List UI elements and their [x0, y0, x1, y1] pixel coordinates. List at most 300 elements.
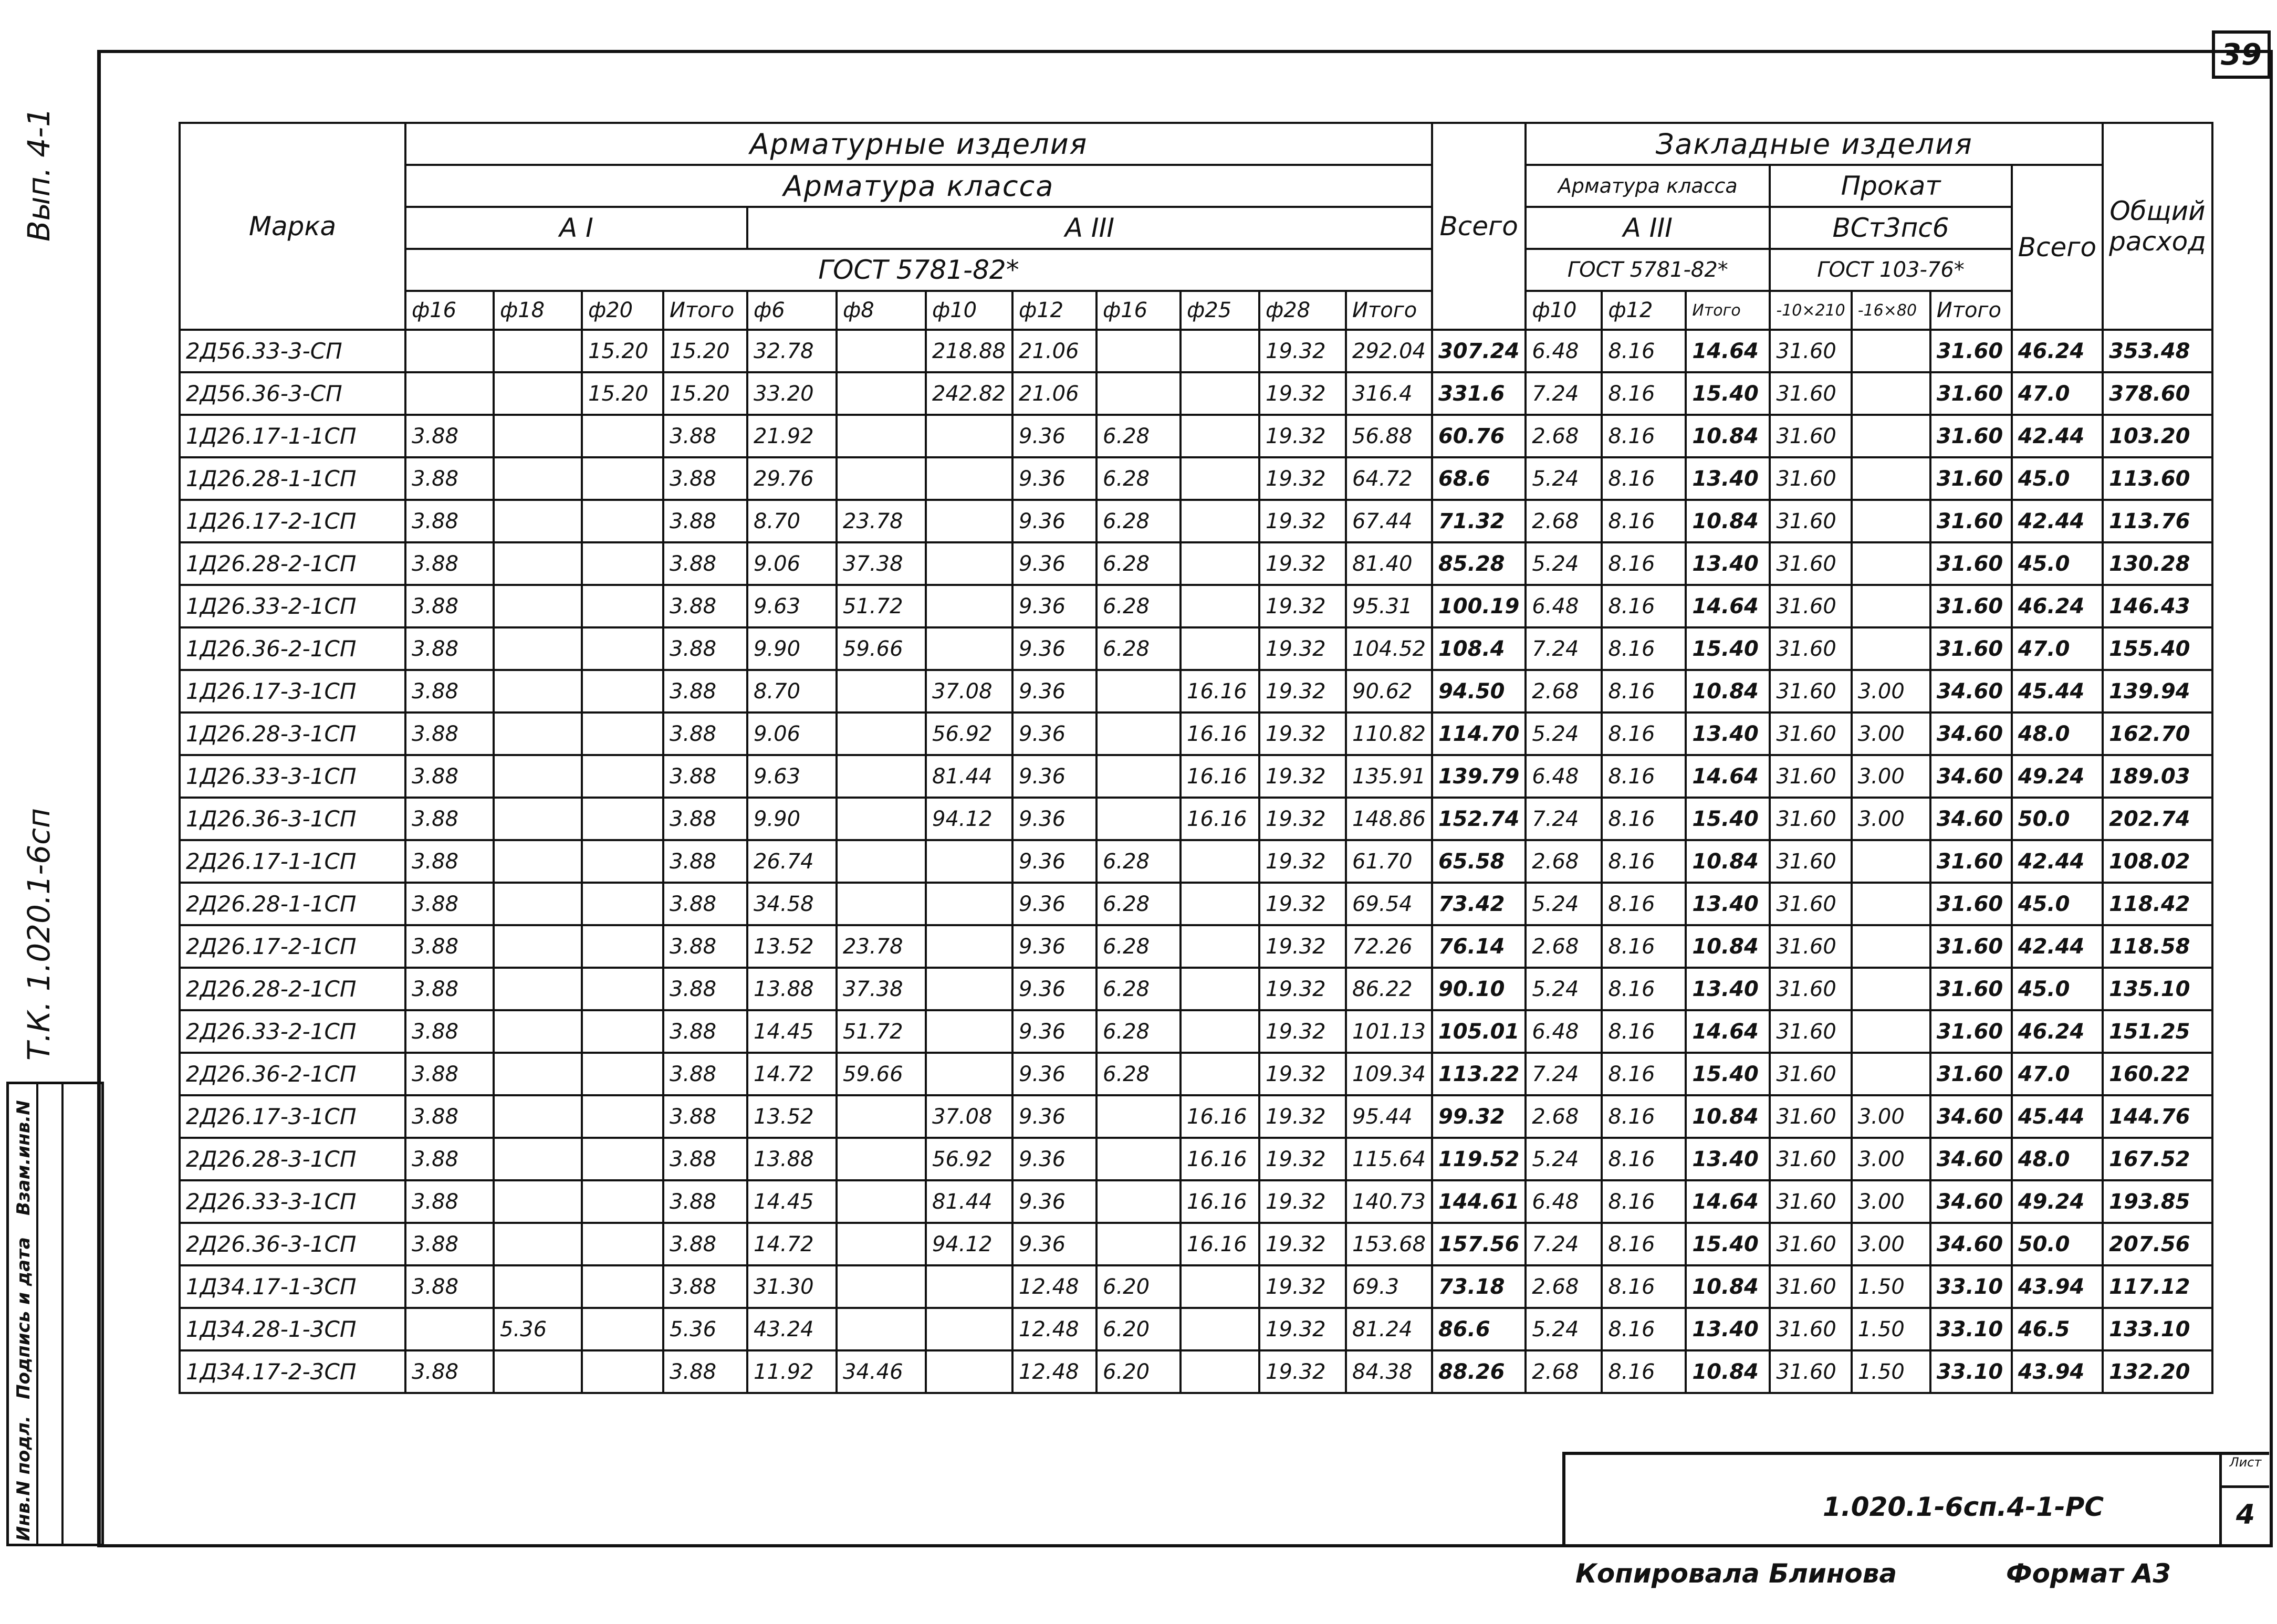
table-cell: 86.6 — [1432, 1308, 1526, 1350]
table-cell — [837, 1180, 926, 1223]
table-cell: 13.88 — [747, 1138, 837, 1180]
diameter-header: ф12 — [1012, 291, 1096, 330]
table-cell: 31.60 — [1770, 1138, 1851, 1180]
table-cell: 19.32 — [1259, 627, 1346, 670]
table-cell — [1852, 627, 1930, 670]
table-cell — [1852, 925, 1930, 968]
header-reinforcement-class-e: Арматура класса — [1526, 165, 1770, 207]
table-cell: 19.32 — [1259, 925, 1346, 968]
table-cell — [1096, 1180, 1181, 1223]
row-mark: 1Д34.17-2-3СП — [180, 1350, 405, 1393]
table-cell: 5.24 — [1526, 1138, 1602, 1180]
table-cell — [926, 627, 1012, 670]
table-cell: 189.03 — [2103, 755, 2212, 798]
diameter-header: ф28 — [1259, 291, 1346, 330]
table-cell — [1852, 883, 1930, 925]
table-cell — [582, 755, 663, 798]
diameter-header: ф10 — [1526, 291, 1602, 330]
table-cell — [582, 1180, 663, 1223]
table-cell — [837, 670, 926, 713]
table-cell: 42.44 — [2012, 925, 2103, 968]
table-cell: 9.36 — [1012, 713, 1096, 755]
table-cell — [494, 1095, 582, 1138]
table-cell: 117.12 — [2103, 1265, 2212, 1308]
table-cell: 6.48 — [1526, 585, 1602, 627]
table-cell: 16.16 — [1181, 670, 1259, 713]
table-cell: 3.88 — [405, 542, 494, 585]
table-row — [180, 1350, 2212, 1393]
table-cell — [926, 968, 1012, 1010]
table-cell: 14.64 — [1686, 1010, 1770, 1053]
table-cell: 10.84 — [1686, 1095, 1770, 1138]
table-cell — [1181, 925, 1259, 968]
table-cell: 108.4 — [1432, 627, 1526, 670]
header-class-aiii-e: А III — [1526, 207, 1770, 249]
table-cell: 7.24 — [1526, 627, 1602, 670]
table-cell: 37.38 — [837, 968, 926, 1010]
table-cell: 47.0 — [2012, 372, 2103, 415]
table-cell: 9.36 — [1012, 1223, 1096, 1265]
table-cell: 8.16 — [1602, 1180, 1686, 1223]
table-cell — [926, 415, 1012, 457]
table-cell — [494, 542, 582, 585]
table-cell: 8.16 — [1602, 798, 1686, 840]
table-cell — [494, 1265, 582, 1308]
table-cell — [1852, 372, 1930, 415]
table-cell: 6.48 — [1526, 1010, 1602, 1053]
diameter-header: Итого — [1930, 291, 2012, 330]
row-mark: 1Д34.17-1-3СП — [180, 1265, 405, 1308]
table-cell: 31.60 — [1770, 585, 1851, 627]
table-cell: 3.00 — [1852, 755, 1930, 798]
table-cell: 15.40 — [1686, 627, 1770, 670]
table-cell: 8.16 — [1602, 1053, 1686, 1095]
diameter-header-row — [180, 291, 2212, 330]
table-cell: 13.40 — [1686, 883, 1770, 925]
table-cell — [582, 627, 663, 670]
table-cell — [582, 1350, 663, 1393]
table-cell: 86.22 — [1346, 968, 1432, 1010]
diameter-header: ф25 — [1181, 291, 1259, 330]
side-label-series: Т.К. 1.020.1-6сп — [21, 808, 57, 1061]
table-cell — [494, 798, 582, 840]
table-cell: 31.60 — [1930, 585, 2012, 627]
table-cell: 3.88 — [405, 1138, 494, 1180]
table-cell: 37.38 — [837, 542, 926, 585]
table-cell: 3.88 — [405, 755, 494, 798]
table-row — [180, 1095, 2212, 1138]
table-cell: 15.40 — [1686, 372, 1770, 415]
table-cell — [494, 1350, 582, 1393]
table-cell: 105.01 — [1432, 1010, 1526, 1053]
table-cell: 19.32 — [1259, 840, 1346, 883]
table-cell: 16.16 — [1181, 1095, 1259, 1138]
table-cell: 160.22 — [2103, 1053, 2212, 1095]
table-cell: 14.64 — [1686, 1180, 1770, 1223]
table-cell: 73.42 — [1432, 883, 1526, 925]
table-cell: 15.40 — [1686, 798, 1770, 840]
table-cell: 144.76 — [2103, 1095, 2212, 1138]
table-cell: 31.60 — [1930, 840, 2012, 883]
diameter-header: ф18 — [494, 291, 582, 330]
table-row — [180, 713, 2212, 755]
table-cell: 29.76 — [747, 457, 837, 500]
table-cell: 19.32 — [1259, 1223, 1346, 1265]
table-cell: 7.24 — [1526, 372, 1602, 415]
diameter-header: Итого — [663, 291, 747, 330]
table-cell: 31.60 — [1930, 500, 2012, 542]
table-cell: 353.48 — [2103, 330, 2212, 372]
table-cell: 19.32 — [1259, 330, 1346, 372]
table-cell: 31.60 — [1770, 883, 1851, 925]
table-cell: 3.00 — [1852, 1223, 1930, 1265]
table-cell: 13.40 — [1686, 1138, 1770, 1180]
diameter-header: ф12 — [1602, 291, 1686, 330]
table-cell: 34.58 — [747, 883, 837, 925]
table-cell: 42.44 — [2012, 500, 2103, 542]
table-cell: 3.88 — [663, 585, 747, 627]
table-cell: 8.16 — [1602, 372, 1686, 415]
table-header — [180, 123, 2212, 330]
table-cell: 76.14 — [1432, 925, 1526, 968]
table-cell: 8.16 — [1602, 755, 1686, 798]
table-cell: 99.32 — [1432, 1095, 1526, 1138]
table-cell: 6.28 — [1096, 883, 1181, 925]
table-cell: 153.68 — [1346, 1223, 1432, 1265]
table-cell — [926, 1053, 1012, 1095]
table-cell: 307.24 — [1432, 330, 1526, 372]
table-cell: 15.20 — [582, 372, 663, 415]
table-cell — [1181, 968, 1259, 1010]
diameter-header: -10×210 — [1770, 291, 1851, 330]
table-cell: 8.16 — [1602, 415, 1686, 457]
table-cell — [1181, 500, 1259, 542]
table-cell: 3.88 — [663, 840, 747, 883]
table-cell — [582, 1053, 663, 1095]
table-cell: 31.60 — [1930, 330, 2012, 372]
table-cell: 6.48 — [1526, 1180, 1602, 1223]
table-row — [180, 1180, 2212, 1223]
table-cell — [1181, 372, 1259, 415]
stamp-label-inv: Инв.N подл. — [13, 1416, 34, 1541]
table-cell: 23.78 — [837, 925, 926, 968]
table-cell: 3.00 — [1852, 1138, 1930, 1180]
table-cell: 42.44 — [2012, 840, 2103, 883]
table-cell — [926, 1010, 1012, 1053]
table-cell — [582, 542, 663, 585]
table-cell: 9.36 — [1012, 500, 1096, 542]
table-cell — [494, 1053, 582, 1095]
table-cell: 31.60 — [1930, 883, 2012, 925]
table-cell: 110.82 — [1346, 713, 1432, 755]
title-block — [1562, 1452, 2269, 1544]
table-cell — [1852, 585, 1930, 627]
table-body — [180, 330, 2212, 1393]
table-cell: 67.44 — [1346, 500, 1432, 542]
table-cell: 3.88 — [663, 542, 747, 585]
table-cell: 16.16 — [1181, 798, 1259, 840]
table-cell: 6.28 — [1096, 968, 1181, 1010]
table-cell: 69.3 — [1346, 1265, 1432, 1308]
table-cell: 139.79 — [1432, 755, 1526, 798]
row-mark: 1Д26.36-2-1СП — [180, 627, 405, 670]
table-cell: 19.32 — [1259, 1138, 1346, 1180]
table-row — [180, 1308, 2212, 1350]
table-cell: 3.88 — [405, 1180, 494, 1223]
table-cell: 9.06 — [747, 542, 837, 585]
table-cell: 9.36 — [1012, 755, 1096, 798]
table-cell: 31.60 — [1770, 925, 1851, 968]
table-row — [180, 798, 2212, 840]
table-row — [180, 1265, 2212, 1308]
format-label: Формат А3 — [2006, 1558, 2171, 1589]
header-total-e: Всего — [2012, 165, 2103, 330]
table-cell: 47.0 — [2012, 1053, 2103, 1095]
table-cell: 46.5 — [2012, 1308, 2103, 1350]
table-cell: 19.32 — [1259, 755, 1346, 798]
table-cell — [582, 883, 663, 925]
table-cell: 8.16 — [1602, 585, 1686, 627]
table-cell: 31.60 — [1770, 500, 1851, 542]
table-cell: 31.60 — [1770, 415, 1851, 457]
table-cell: 73.18 — [1432, 1265, 1526, 1308]
approval-stamp — [6, 1082, 104, 1546]
table-cell: 9.63 — [747, 585, 837, 627]
page-number: 39 — [2212, 30, 2271, 79]
table-cell: 49.24 — [2012, 755, 2103, 798]
table-cell: 8.16 — [1602, 883, 1686, 925]
table-cell: 3.88 — [405, 798, 494, 840]
table-cell: 10.84 — [1686, 500, 1770, 542]
table-cell: 59.66 — [837, 1053, 926, 1095]
table-cell: 114.70 — [1432, 713, 1526, 755]
table-cell: 8.16 — [1602, 670, 1686, 713]
table-cell: 104.52 — [1346, 627, 1432, 670]
table-cell: 19.32 — [1259, 670, 1346, 713]
table-cell: 31.60 — [1770, 840, 1851, 883]
table-cell: 3.88 — [663, 1095, 747, 1138]
table-cell — [582, 415, 663, 457]
table-cell: 103.20 — [2103, 415, 2212, 457]
table-cell: 2.68 — [1526, 1350, 1602, 1393]
table-cell — [1181, 457, 1259, 500]
document-code: 1.020.1-6сп.4-1-РС — [1823, 1492, 2104, 1522]
table-cell: 59.66 — [837, 627, 926, 670]
table-cell — [582, 968, 663, 1010]
table-row — [180, 500, 2212, 542]
table-cell: 34.60 — [1930, 1223, 2012, 1265]
table-cell: 2.68 — [1526, 1265, 1602, 1308]
table-cell: 1.50 — [1852, 1350, 1930, 1393]
table-cell: 9.63 — [747, 755, 837, 798]
table-cell: 3.88 — [663, 500, 747, 542]
table-cell — [926, 1265, 1012, 1308]
table-cell: 9.36 — [1012, 542, 1096, 585]
table-cell: 42.44 — [2012, 415, 2103, 457]
table-cell: 3.88 — [405, 1010, 494, 1053]
table-row — [180, 1138, 2212, 1180]
table-cell — [1096, 798, 1181, 840]
table-cell: 31.60 — [1930, 1010, 2012, 1053]
table-cell: 3.88 — [405, 457, 494, 500]
table-cell: 9.36 — [1012, 798, 1096, 840]
table-cell: 8.16 — [1602, 1010, 1686, 1053]
table-cell: 5.24 — [1526, 457, 1602, 500]
table-cell: 6.48 — [1526, 755, 1602, 798]
table-cell: 2.68 — [1526, 670, 1602, 713]
table-cell — [1096, 755, 1181, 798]
table-cell: 31.60 — [1770, 1095, 1851, 1138]
table-cell: 6.20 — [1096, 1265, 1181, 1308]
table-cell: 49.24 — [2012, 1180, 2103, 1223]
table-cell: 130.28 — [2103, 542, 2212, 585]
table-cell: 13.40 — [1686, 968, 1770, 1010]
table-cell: 6.20 — [1096, 1308, 1181, 1350]
table-cell: 19.32 — [1259, 1308, 1346, 1350]
table-cell: 8.70 — [747, 500, 837, 542]
table-cell: 133.10 — [2103, 1308, 2212, 1350]
table-cell: 9.36 — [1012, 415, 1096, 457]
table-cell: 34.60 — [1930, 755, 2012, 798]
table-cell: 113.76 — [2103, 500, 2212, 542]
table-cell — [1181, 415, 1259, 457]
table-cell: 71.32 — [1432, 500, 1526, 542]
table-cell: 6.48 — [1526, 330, 1602, 372]
table-cell — [1096, 1223, 1181, 1265]
table-cell: 21.06 — [1012, 372, 1096, 415]
table-cell: 5.24 — [1526, 1308, 1602, 1350]
table-cell: 21.92 — [747, 415, 837, 457]
table-cell — [582, 585, 663, 627]
table-cell: 10.84 — [1686, 925, 1770, 968]
table-cell: 31.60 — [1770, 542, 1851, 585]
row-mark: 2Д26.33-2-1СП — [180, 1010, 405, 1053]
table-cell — [494, 925, 582, 968]
table-cell: 31.60 — [1770, 1265, 1851, 1308]
table-cell: 155.40 — [2103, 627, 2212, 670]
table-cell: 3.88 — [405, 1053, 494, 1095]
header-rolled: Прокат — [1770, 165, 2011, 207]
header-class-aiii: А III — [747, 207, 1432, 249]
table-cell: 65.58 — [1432, 840, 1526, 883]
table-cell: 19.32 — [1259, 585, 1346, 627]
table-cell: 37.08 — [926, 670, 1012, 713]
table-cell — [926, 457, 1012, 500]
table-cell: 45.0 — [2012, 542, 2103, 585]
table-row — [180, 585, 2212, 627]
table-cell: 151.25 — [2103, 1010, 2212, 1053]
header-reinforcement-class: Арматура класса — [405, 165, 1432, 207]
table-cell: 2.68 — [1526, 925, 1602, 968]
table-cell — [1181, 585, 1259, 627]
table-cell: 101.13 — [1346, 1010, 1432, 1053]
table-cell: 72.26 — [1346, 925, 1432, 968]
table-cell — [837, 330, 926, 372]
table-cell: 95.31 — [1346, 585, 1432, 627]
table-row — [180, 840, 2212, 883]
table-cell: 8.16 — [1602, 1265, 1686, 1308]
header-embedded-parts: Закладные изделия — [1526, 123, 2103, 165]
table-cell — [1096, 713, 1181, 755]
table-cell: 19.32 — [1259, 883, 1346, 925]
table-cell: 95.44 — [1346, 1095, 1432, 1138]
table-cell — [1852, 457, 1930, 500]
table-cell — [1181, 330, 1259, 372]
table-cell: 19.32 — [1259, 968, 1346, 1010]
header-gost-e: ГОСТ 5781-82* — [1526, 249, 1770, 291]
table-cell: 7.24 — [1526, 798, 1602, 840]
table-cell: 108.02 — [2103, 840, 2212, 883]
row-mark: 2Д26.17-1-1СП — [180, 840, 405, 883]
table-cell: 31.60 — [1930, 1053, 2012, 1095]
table-cell — [1852, 415, 1930, 457]
table-cell: 3.88 — [405, 968, 494, 1010]
table-cell — [582, 840, 663, 883]
specification-table — [179, 122, 2213, 1394]
table-cell: 292.04 — [1346, 330, 1432, 372]
table-cell: 43.24 — [747, 1308, 837, 1350]
table-cell: 45.44 — [2012, 1095, 2103, 1138]
table-cell: 8.70 — [747, 670, 837, 713]
table-cell — [582, 1010, 663, 1053]
table-cell: 3.88 — [663, 883, 747, 925]
table-row — [180, 1010, 2212, 1053]
table-cell: 139.94 — [2103, 670, 2212, 713]
table-cell: 14.72 — [747, 1053, 837, 1095]
table-cell: 6.28 — [1096, 585, 1181, 627]
table-cell: 81.40 — [1346, 542, 1432, 585]
table-cell: 10.84 — [1686, 415, 1770, 457]
table-cell: 56.92 — [926, 713, 1012, 755]
row-mark: 1Д26.28-1-1СП — [180, 457, 405, 500]
table-cell: 118.58 — [2103, 925, 2212, 968]
table-cell — [837, 840, 926, 883]
table-cell — [405, 372, 494, 415]
table-cell: 144.61 — [1432, 1180, 1526, 1223]
table-row — [180, 627, 2212, 670]
table-cell: 31.60 — [1770, 1223, 1851, 1265]
table-cell — [837, 798, 926, 840]
table-cell: 1.50 — [1852, 1265, 1930, 1308]
table-cell: 152.74 — [1432, 798, 1526, 840]
table-cell: 31.60 — [1770, 1180, 1851, 1223]
table-cell — [1096, 372, 1181, 415]
header-reinforcing-products: Арматурные изделия — [405, 123, 1432, 165]
table-cell: 45.0 — [2012, 968, 2103, 1010]
table-cell — [1852, 1010, 1930, 1053]
table-cell: 64.72 — [1346, 457, 1432, 500]
table-cell — [837, 755, 926, 798]
table-cell: 115.64 — [1346, 1138, 1432, 1180]
table-cell: 47.0 — [2012, 627, 2103, 670]
table-cell: 8.16 — [1602, 457, 1686, 500]
table-cell — [494, 415, 582, 457]
table-cell: 51.72 — [837, 585, 926, 627]
table-cell: 31.60 — [1770, 457, 1851, 500]
table-cell — [837, 372, 926, 415]
table-cell — [1852, 500, 1930, 542]
row-mark: 1Д26.17-1-1СП — [180, 415, 405, 457]
table-cell: 16.16 — [1181, 1138, 1259, 1180]
table-cell: 19.32 — [1259, 415, 1346, 457]
table-row — [180, 372, 2212, 415]
diameter-header: ф8 — [837, 291, 926, 330]
table-cell: 132.20 — [2103, 1350, 2212, 1393]
table-cell: 31.60 — [1770, 968, 1851, 1010]
table-cell: 33.20 — [747, 372, 837, 415]
table-cell: 19.32 — [1259, 1053, 1346, 1095]
table-cell — [494, 372, 582, 415]
